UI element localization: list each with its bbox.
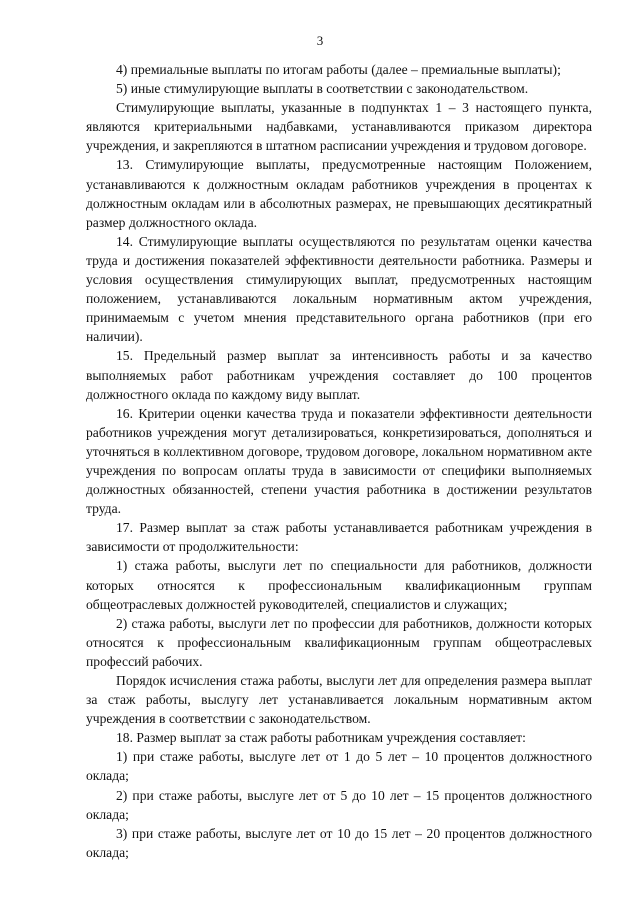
paragraph-15: 15. Предельный размер выплат за интенсивность работы и за качество выполняемых работ работникам учреждения составляет до 100 процентов должностного оклада по каждому виду выплат.	[86, 348, 592, 402]
paragraph-18-item-3: 3) при стаже работы, выслуге лет от 10 до 15 лет – 20 процентов должностного оклада;	[86, 825, 592, 860]
paragraph-13: 13. Стимулирующие выплаты, предусмотренные настоящим Положением, устанавливаются к должностным окладам работников учреждения в процентах к должностным окладам или в абсолютных размерах, не превышающих десятикратный размер должностного оклада.	[86, 157, 592, 230]
paragraph-17-item-1: 1) стажа работы, выслуги лет по специальности для работников, должности которых относятся к профессиональным квалификационным группам общеотраслевых должностей руководителей, специалистов и служащих;	[86, 558, 592, 612]
paragraph-18-item-1: 1) при стаже работы, выслуге лет от 1 до 5 лет – 10 процентов должностного оклада;	[86, 749, 592, 784]
paragraph-16: 16. Критерии оценки качества труда и показатели эффективности деятельности работников учреждения могут детализироваться, конкретизироваться, дополняться и уточняться в коллективном договоре, трудовом договоре, локальном нормативном акте учреждения по вопросам оплаты труда в зависимости от специфики выполняемых должностных обязанностей, степени участия работника в достижении результатов труда.	[86, 405, 592, 517]
paragraph-14: 14. Стимулирующие выплаты осуществляются по результатам оценки качества труда и достижения показателей эффективности деятельности работника. Размеры и условия осуществления стимулирующих выплат, предусмотренных настоящим положением, устанавливаются локальным нормативным актом учреждения, принимаемым с учетом мнения представительного органа работников (при его наличии).	[86, 233, 592, 345]
paragraph-other-payments: 5) иные стимулирующие выплаты в соответствии с законодательством.	[116, 81, 529, 97]
paragraph-criteria-allowances: Стимулирующие выплаты, указанные в подпунктах 1 – 3 настоящего пункта, являются критериальными надбавками, устанавливаются приказом директора учреждения, и закрепляются в штатном расписании учреждения и трудовом договоре.	[86, 100, 592, 154]
paragraph-18-item-2: 2) при стаже работы, выслуге лет от 5 до 10 лет – 15 процентов должностного оклада;	[86, 787, 592, 822]
paragraph-seniority-procedure: Порядок исчисления стажа работы, выслуги лет для определения размера выплат за стаж работы, выслугу лет устанавливается локальным нормативным актом учреждения в соответствии с законодательством.	[86, 673, 592, 727]
paragraph-premium-payments: 4) премиальные выплаты по итогам работы (далее – премиальные выплаты);	[116, 62, 561, 77]
paragraph-18: 18. Размер выплат за стаж работы работникам учреждения составляет:	[116, 730, 526, 746]
paragraph-17: 17. Размер выплат за стаж работы устанавливается работникам учреждения в зависимости от продолжительности:	[86, 520, 592, 555]
paragraph-17-item-2: 2) стажа работы, выслуги лет по профессии для работников, должности которых относятся к профессиональным квалификационным группам общеотраслевых профессий рабочих.	[86, 615, 592, 669]
page-number: 3	[316, 33, 324, 48]
document-body	[86, 60, 592, 862]
